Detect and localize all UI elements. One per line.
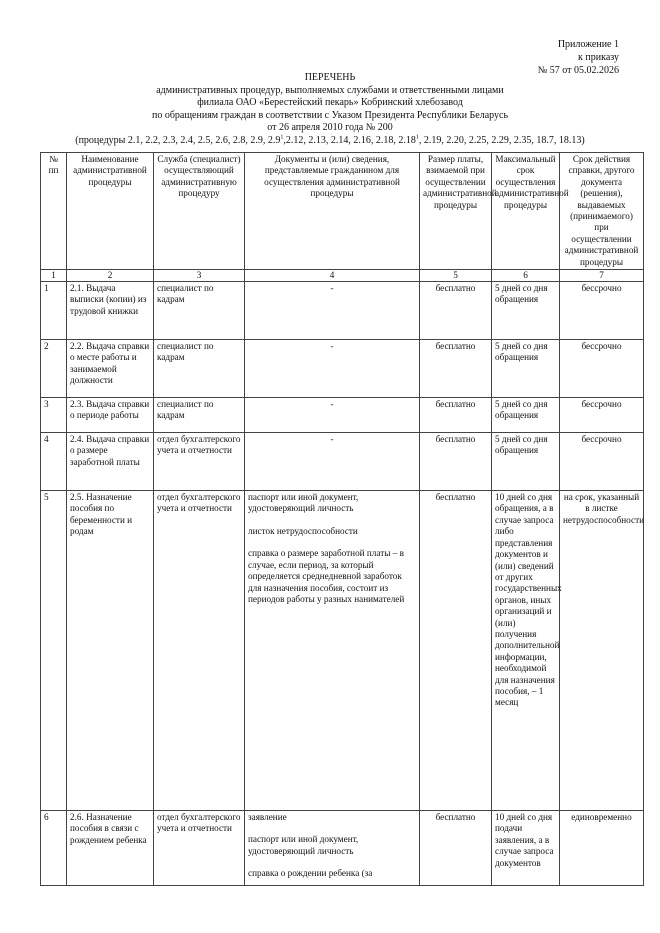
document-item: -: [330, 283, 334, 294]
fee-cell: бесплатно: [420, 491, 492, 811]
appendix-line-3: № 57 от 05.02.2026: [537, 65, 619, 76]
documents-cell: [245, 811, 420, 886]
term-cell: 5 дней со дня обращения: [492, 398, 560, 433]
col-number: 1: [41, 270, 67, 282]
procedure-name: 2.2. Выдача справки о месте работы и занимаемой должности: [67, 340, 154, 398]
document-item: -: [330, 399, 334, 410]
col-number: 4: [245, 270, 420, 282]
documents-cell: [245, 398, 420, 433]
table-row: [41, 433, 644, 491]
service-cell: отдел бухгалтерского учета и отчетности: [154, 433, 245, 491]
col-number: 5: [420, 270, 492, 282]
header-line-5: [40, 135, 620, 148]
validity-cell: единовременно: [560, 811, 644, 886]
term-cell: 10 дней со дня подачи заявления, а в случае запроса документов: [492, 811, 560, 886]
service-cell: отдел бухгалтерского учета и отчетности: [154, 811, 245, 886]
table-header-row: [41, 153, 644, 270]
documents-cell: [245, 340, 420, 398]
service-cell: специалист по кадрам: [154, 398, 245, 433]
row-number: 4: [41, 433, 67, 491]
table-row: [41, 340, 644, 398]
header-cell-validity: Срок действия справки, другого документа (решения), выдаваемых (принимаемого) при осуществлении административной процедуры: [560, 153, 644, 270]
header-procedures-c: , 2.19, 2.20, 2.25, 2.29, 2.35, 18.7, 18.13): [418, 134, 585, 146]
document-item: -: [330, 434, 334, 445]
procedure-name: 2.4. Выдача справки о размере заработной платы: [67, 433, 154, 491]
row-number: 3: [41, 398, 67, 433]
header-cell-service: Служба (специалист) осуществляющий административную процедуру: [154, 153, 245, 270]
document-item: -: [330, 341, 334, 352]
table-row: [41, 398, 644, 433]
procedure-name: 2.3. Выдача справки о периоде работы: [67, 398, 154, 433]
header-cell-name: Наименование административной процедуры: [67, 153, 154, 270]
document-item: листок нетрудоспособности: [248, 525, 358, 536]
term-cell: 10 дней со дня обращения, а в случае запроса либо представления документов и (или) сведений от других государственных органов, иных организаций и (или) получения дополнительной информации, необходимой для назначения пособия, – 1 месяц: [492, 491, 560, 811]
validity-cell: бессрочно: [560, 398, 644, 433]
document-item: справка о рождении ребенка (за: [248, 868, 373, 879]
fee-cell: бесплатно: [420, 811, 492, 886]
header-procedures-b: ,2.12, 2.13, 2.14, 2.16, 2.18, 2.18: [283, 134, 416, 146]
term-cell: 5 дней со дня обращения: [492, 282, 560, 340]
document-title: ПЕРЕЧЕНЬ: [304, 72, 356, 83]
fee-cell: бесплатно: [420, 340, 492, 398]
fee-cell: бесплатно: [420, 433, 492, 491]
document-item: паспорт или иной документ, удостоверяющий личность: [248, 492, 359, 514]
service-cell: отдел бухгалтерского учета и отчетности: [154, 491, 245, 811]
procedure-name: 2.1. Выдача выписки (копии) из трудовой книжки: [67, 282, 154, 340]
documents-cell: [245, 491, 420, 811]
table-row: [41, 491, 644, 811]
document-header: [40, 72, 620, 147]
row-number: 6: [41, 811, 67, 886]
header-line-1: административных процедур, выполняемых службами и ответственными лицами: [156, 84, 504, 96]
document-item: заявление: [248, 812, 287, 823]
validity-cell: на срок, указанный в листке нетрудоспособности: [560, 491, 644, 811]
appendix-line-1: Приложение 1: [557, 39, 619, 50]
validity-cell: бессрочно: [560, 340, 644, 398]
header-sup-2: 1: [415, 134, 419, 141]
row-number: 2: [41, 340, 67, 398]
col-number: 6: [492, 270, 560, 282]
fee-cell: бесплатно: [420, 282, 492, 340]
col-number: 3: [154, 270, 245, 282]
header-line-3: по обращениям граждан в соответствии с Указом Президента Республики Беларусь: [151, 109, 509, 121]
document-item: паспорт или иной документ, удостоверяющий личность: [248, 834, 359, 856]
header-sup-1: 1: [280, 134, 284, 141]
term-cell: 5 дней со дня обращения: [492, 433, 560, 491]
header-line-2: филиала ОАО «Берестейский пекарь» Кобринский хлебозавод: [197, 97, 463, 108]
col-number: 2: [67, 270, 154, 282]
table-row: [41, 282, 644, 340]
header-cell-fee: Размер платы, взимаемой при осуществлении административной процедуры: [420, 153, 492, 270]
table-row: [41, 811, 644, 886]
validity-cell: бессрочно: [560, 433, 644, 491]
fee-cell: бесплатно: [420, 398, 492, 433]
procedures-table: [40, 152, 644, 886]
document-item: справка о размере заработной платы – в случае, если период, за который определяется среднедневной заработок для назначения пособия, состоит из периодов работы у разных нанимателей: [248, 548, 405, 604]
term-cell: 5 дней со дня обращения: [492, 340, 560, 398]
service-cell: специалист по кадрам: [154, 340, 245, 398]
header-cell-documents: Документы и (или) сведения, представляемые гражданином для осуществления административной процедуры: [245, 153, 420, 270]
appendix-line-2: к приказу: [578, 52, 619, 63]
header-cell-number: № пп: [41, 153, 67, 270]
header-cell-term: Максимальный срок осуществления административной процедуры: [492, 153, 560, 270]
service-cell: специалист по кадрам: [154, 282, 245, 340]
row-number: 1: [41, 282, 67, 340]
documents-cell: [245, 433, 420, 491]
procedure-name: 2.5. Назначение пособия по беременности и родам: [67, 491, 154, 811]
header-procedures-a: (процедуры 2.1, 2.2, 2.3, 2.4, 2.5, 2.6, 2.8, 2.9, 2.9: [75, 134, 281, 146]
documents-cell: [245, 282, 420, 340]
row-number: 5: [41, 491, 67, 811]
column-number-row: [41, 270, 644, 282]
header-line-4: от 26 апреля 2010 года № 200: [267, 122, 393, 133]
procedure-name: 2.6. Назначение пособия в связи с рождением ребенка: [67, 811, 154, 886]
col-number: 7: [560, 270, 644, 282]
validity-cell: бессрочно: [560, 282, 644, 340]
